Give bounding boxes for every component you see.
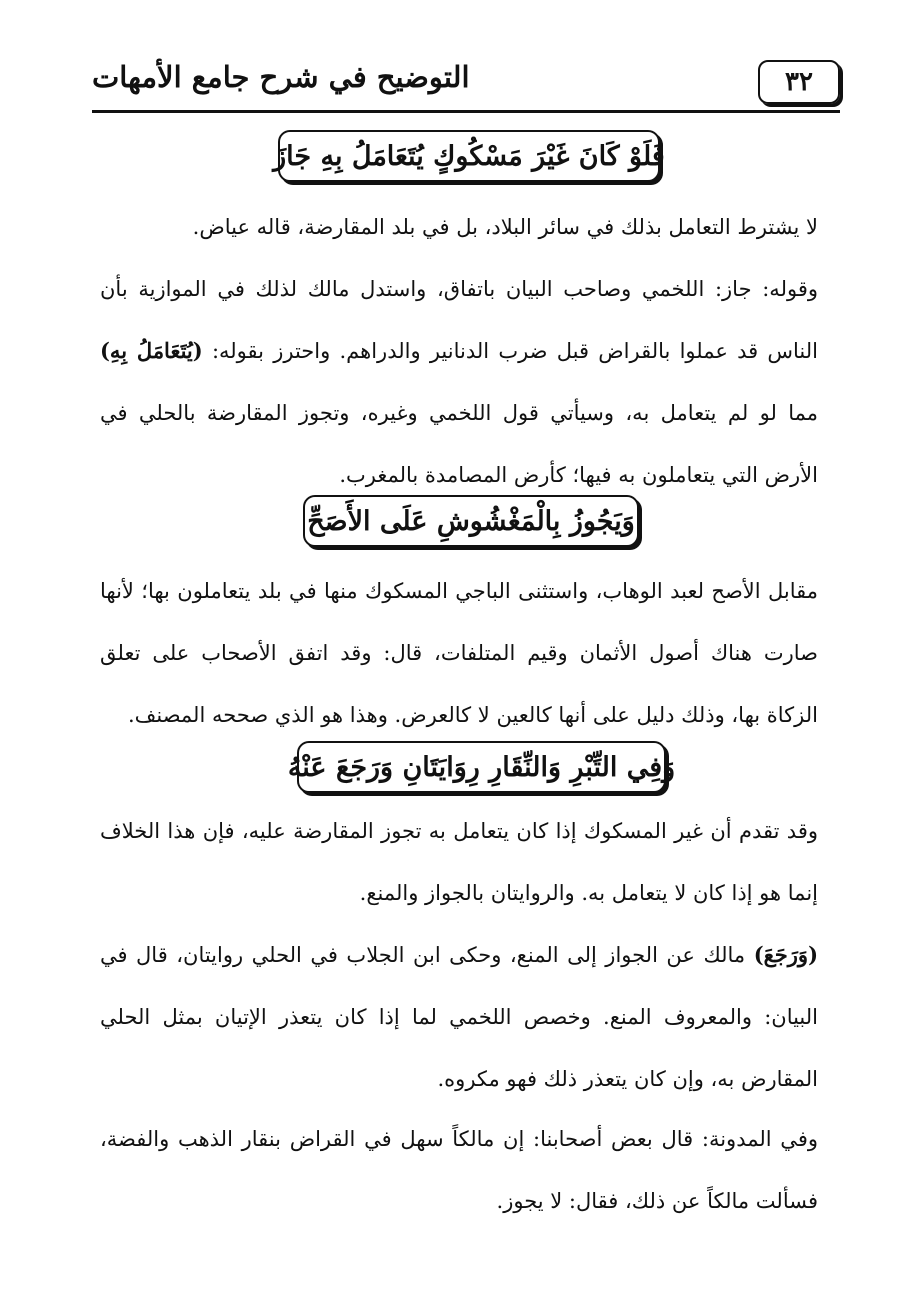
paragraph-text: لا يشترط التعامل بذلك في سائر البلاد، بل في بلد المقارضة، قاله عياض. <box>192 215 818 239</box>
page-header <box>92 56 840 108</box>
paragraph-2 <box>100 258 818 506</box>
paragraph-1 <box>100 196 818 258</box>
paragraph-3 <box>100 560 818 746</box>
header-rule <box>92 110 840 113</box>
paragraph-text: مقابل الأصح لعبد الوهاب، واستثنى الباجي المسكوك منها في بلد يتعاملون بها؛ لأنها صارت هناك أصول الأثمان وقيم المتلفات، قال: وقد اتفق الأصحاب على تعلق الزكاة بها، وذلك دليل على أنها كالعين لا كالعرض. وهذا هو الذي صححه المصنف. <box>100 579 818 727</box>
book-title: التوضيح في شرح جامع الأمهات <box>92 60 470 94</box>
paragraph-text-before: وقوله: جاز: اللخمي وصاحب البيان باتفاق، واستدل مالك لذلك في الموازية بأن الناس قد عملوا بالقراض قبل ضرب الدنانير والدراهم. واحترز بقوله: <box>100 277 819 363</box>
paragraph-text: وقد تقدم أن غير المسكوك إذا كان يتعامل به تجوز المقارضة عليه، فإن هذا الخلاف إنما هو إذا كان لا يتعامل به. والروايتان بالجواز والمنع. <box>100 819 818 905</box>
quoted-term: (يُتَعَامَلُ بِهِ) <box>100 338 203 363</box>
matn-heading-1: فَلَوْ كَانَ غَيْرَ مَسْكُوكٍ يُتَعَامَلُ بِهِ جَازَ <box>278 130 660 182</box>
matn-heading-3: وَفِي التِّبْرِ وَالنِّقَارِ رِوَايَتَانِ وَرَجَعَ عَنْهُ <box>297 741 666 793</box>
paragraph-5 <box>100 924 818 1110</box>
paragraph-text-after: مما لو لم يتعامل به، وسيأتي قول اللخمي وغيره، وتجوز المقارضة بالحلي في الأرض التي يتعاملون به فيها؛ كأرض المصامدة بالمغرب. <box>100 401 818 487</box>
page-number: ٣٢ <box>758 60 840 104</box>
paragraph-text: وفي المدونة: قال بعض أصحابنا: إن مالكاً سهل في القراض بنقار الذهب والفضة، فسألت مالكاً عن ذلك، فقال: لا يجوز. <box>100 1127 818 1213</box>
paragraph-4 <box>100 800 818 924</box>
paragraph-6 <box>100 1108 818 1232</box>
matn-heading-2: وَيَجُوزُ بِالْمَغْشُوشِ عَلَى الأَصَحِّ <box>303 495 639 547</box>
paragraph-text-after: مالك عن الجواز إلى المنع، وحكى ابن الجلاب في الحلي روايتان، قال في البيان: والمعروف المنع. وخصص اللخمي لما إذا كان يتعذر الإتيان بمثل الحلي المقارض به، وإن كان يتعذر ذلك فهو مكروه. <box>100 943 818 1091</box>
quoted-term: (وَرَجَعَ) <box>753 942 818 967</box>
